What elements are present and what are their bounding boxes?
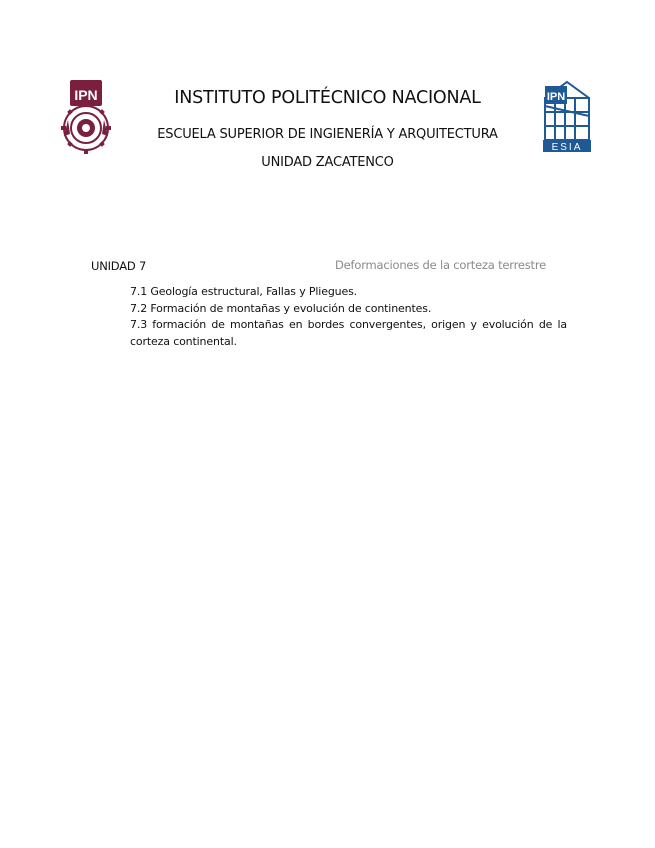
list-item: 7.2 Formación de montañas y evolución de continentes. xyxy=(130,301,432,315)
esia-bottom-text: ESIA xyxy=(551,142,583,153)
ipn-logo-text: IPN xyxy=(74,87,98,103)
institute-title: INSTITUTO POLITÉCNICO NACIONAL xyxy=(174,88,481,108)
list-item: 7.1 Geología estructural, Fallas y Pliegues. xyxy=(130,285,358,298)
esia-building-icon xyxy=(541,76,593,154)
unit-title: Deformaciones de la corteza terrestre xyxy=(335,258,547,272)
topics-list xyxy=(130,284,567,350)
unit-number-label: UNIDAD 7 xyxy=(91,259,147,273)
school-name: ESCUELA SUPERIOR DE INGIENERÍA Y ARQUITECTURA xyxy=(157,127,498,142)
esia-top-text: IPN xyxy=(546,91,566,103)
campus-name: UNIDAD ZACATENCO xyxy=(261,155,394,170)
list-item: 7.3 formación de montañas en bordes convergentes, origen y evolución de la corteza continental. xyxy=(130,318,567,348)
